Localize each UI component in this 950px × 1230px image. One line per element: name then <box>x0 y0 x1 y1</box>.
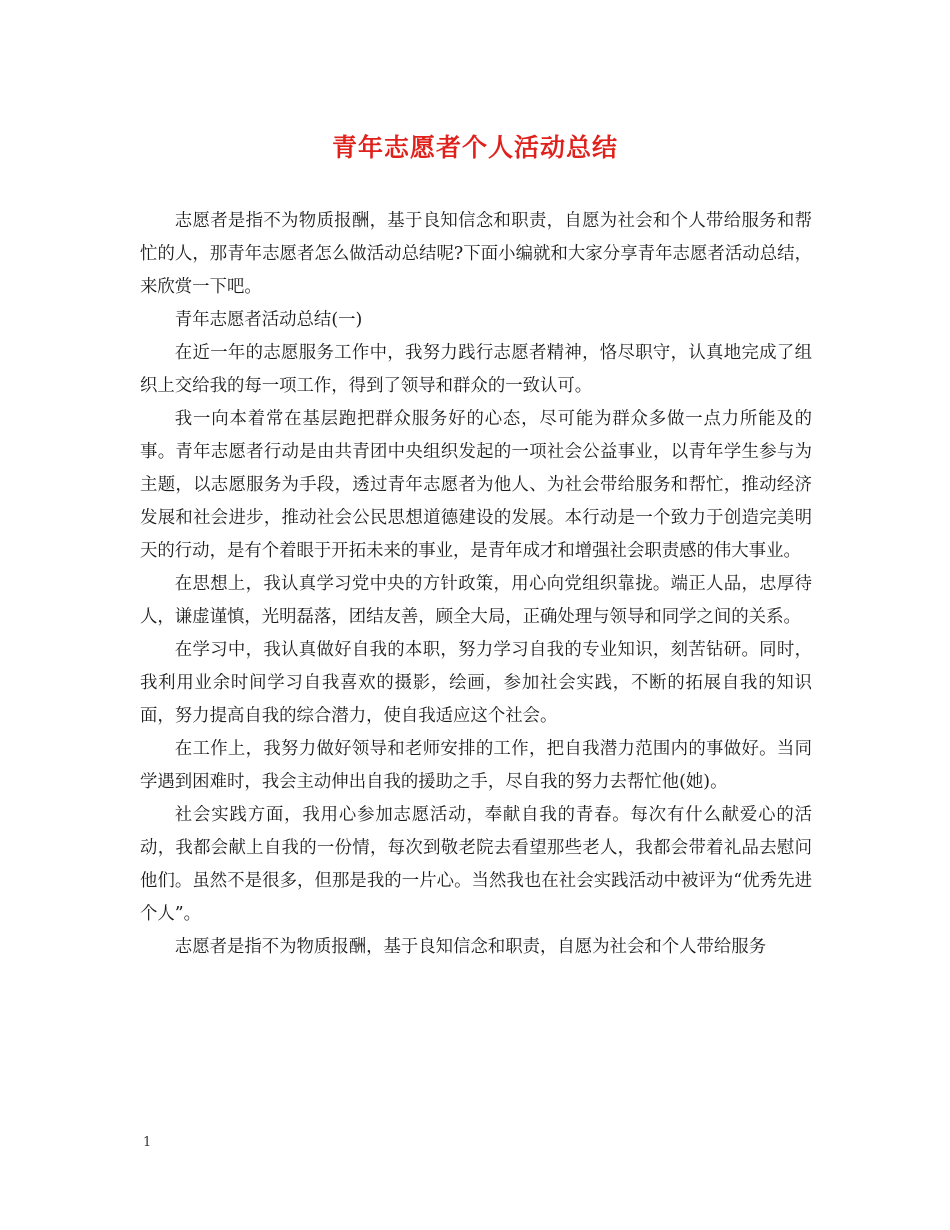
paragraph: 社会实践方面，我用心参加志愿活动，奉献自我的青春。每次有什么献爱心的活动，我都会献上自我的一份情，每次到敬老院去看望那些老人，我都会带着礼品去慰问他们。虽然不是很多，但那是我的一片心。当然我也在社会实践活动中被评为“优秀先进个人”。 <box>140 805 812 924</box>
paragraph: 在学习中，我认真做好自我的本职，努力学习自我的专业知识，刻苦钻研。同时，我利用业余时间学习自我喜欢的摄影，绘画，参加社会实践，不断的拓展自我的知识面，努力提高自我的综合潜力，使自我适应这个社会。 <box>140 640 812 726</box>
section-heading: 青年志愿者活动总结(一) <box>174 310 363 330</box>
paragraph: 在思想上，我认真学习党中央的方针政策，用心向党组织靠拢。端正人品，忠厚待人，谦虚谨慎，光明磊落，团结友善，顾全大局，正确处理与领导和同学之间的关系。 <box>140 574 812 627</box>
paragraph-intro: 志愿者是指不为物质报酬，基于良知信念和职责，自愿为社会和个人带给服务和帮忙的人，那青年志愿者怎么做活动总结呢?下面小编就和大家分享青年志愿者活动总结，来欣赏一下吧。 <box>140 211 812 297</box>
paragraph: 志愿者是指不为物质报酬，基于良知信念和职责，自愿为社会和个人带给服务 <box>174 937 767 957</box>
page-number: 1 <box>143 1135 152 1150</box>
paragraph: 我一向本着常在基层跑把群众服务好的心态，尽可能为群众多做一点力所能及的事。青年志愿者行动是由共青团中央组织发起的一项社会公益事业，以青年学生参与为主题，以志愿服务为手段，透过青年志愿者为他人、为社会带给服务和帮忙，推动经济发展和社会进步，推动社会公民思想道德建设的发展。本行动是一个致力于创造完美明天的行动，是有个着眼于开拓未来的事业，是青年成才和增强社会职责感的伟大事业。 <box>140 409 812 561</box>
document-body <box>140 205 812 964</box>
document-title: 青年志愿者个人活动总结 <box>331 133 618 162</box>
paragraph: 在近一年的志愿服务工作中，我努力践行志愿者精神，恪尽职守，认真地完成了组织上交给我的每一项工作，得到了领导和群众的一致认可。 <box>140 343 812 396</box>
paragraph: 在工作上，我努力做好领导和老师安排的工作，把自我潜力范围内的事做好。当同学遇到困难时，我会主动伸出自我的援助之手，尽自我的努力去帮忙他(她)。 <box>140 739 812 792</box>
